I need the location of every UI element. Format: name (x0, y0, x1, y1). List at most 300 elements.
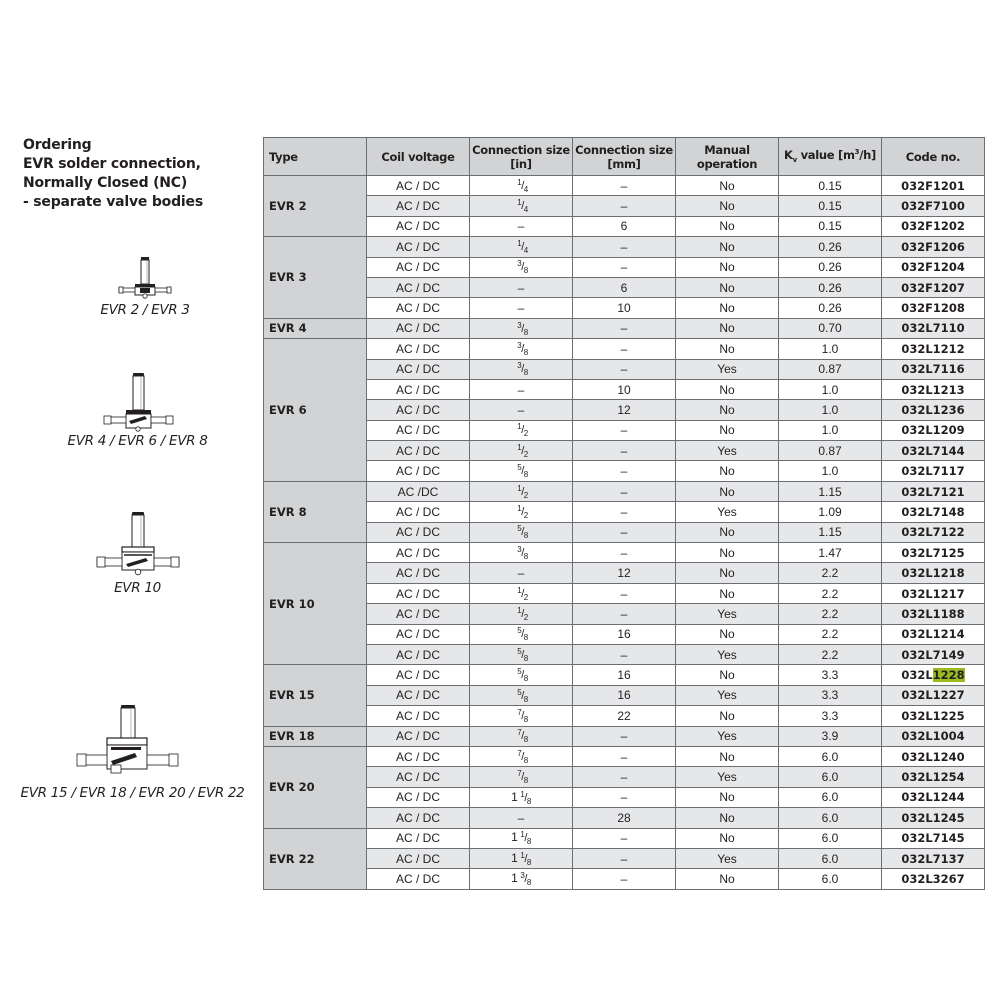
connection-mm-cell: – (573, 420, 676, 440)
manual-operation-cell: No (676, 277, 779, 297)
figure-evr10 (55, 510, 220, 596)
code-cell: 032F1207 (882, 277, 985, 297)
manual-operation-cell: No (676, 339, 779, 359)
coil-voltage-cell: AC / DC (367, 196, 470, 216)
kv-value-cell: 0.26 (779, 277, 882, 297)
fraction-numerator: 3 (517, 340, 522, 350)
connection-in-cell (470, 644, 573, 664)
type-cell: EVR 15 (264, 665, 367, 726)
kv-value-cell: 2.2 (779, 624, 882, 644)
fraction-value (514, 585, 528, 602)
valve-small-icon (110, 254, 180, 302)
coil-voltage-cell: AC / DC (367, 176, 470, 196)
coil-voltage-cell: AC / DC (367, 767, 470, 787)
connection-mm-cell: 16 (573, 685, 676, 705)
fraction-value (514, 646, 528, 663)
fraction-numerator: 3 (517, 320, 522, 330)
table-row (264, 176, 985, 196)
fraction-slash: / (521, 465, 524, 478)
coil-voltage-cell: AC / DC (367, 461, 470, 481)
figure-evr15-evr22 (20, 703, 245, 801)
kv-value-cell: 2.2 (779, 604, 882, 624)
connection-mm-cell: 16 (573, 665, 676, 685)
coil-voltage-cell: AC / DC (367, 869, 470, 889)
table-row (264, 644, 985, 664)
table-row (264, 237, 985, 257)
connection-mm-cell: – (573, 339, 676, 359)
fraction-denominator: 8 (523, 653, 528, 663)
coil-voltage-cell: AC / DC (367, 583, 470, 603)
fraction-value (514, 422, 528, 439)
manual-operation-cell: Yes (676, 441, 779, 461)
table-header-row (264, 138, 985, 176)
fraction-value (514, 238, 528, 255)
coil-voltage-cell: AC / DC (367, 726, 470, 746)
fraction-slash: / (524, 852, 527, 865)
header-type: Type (264, 138, 367, 176)
connection-mm-cell: – (573, 787, 676, 807)
kv-value-cell: 6.0 (779, 828, 882, 848)
table-row (264, 359, 985, 379)
fraction-denominator: 8 (523, 347, 528, 357)
fraction-numerator: 1 (517, 585, 522, 595)
header-part: v (792, 156, 797, 165)
connection-in-cell (470, 196, 573, 216)
code-cell: 032F1208 (882, 298, 985, 318)
table-row (264, 869, 985, 889)
code-cell: 032L1188 (882, 604, 985, 624)
fraction-denominator: 8 (523, 266, 528, 276)
table-row (264, 624, 985, 644)
manual-operation-cell: No (676, 481, 779, 501)
coil-voltage-cell: AC / DC (367, 502, 470, 522)
manual-operation-cell: Yes (676, 359, 779, 379)
valve-medium-icon (93, 371, 183, 433)
connection-mm-cell: – (573, 481, 676, 501)
kv-value-cell: 6.0 (779, 869, 882, 889)
type-cell: EVR 4 (264, 318, 367, 338)
kv-value-cell: 3.9 (779, 726, 882, 746)
connection-mm-cell: – (573, 318, 676, 338)
table-row (264, 441, 985, 461)
fraction-denominator: 8 (523, 694, 528, 704)
manual-operation-cell: No (676, 196, 779, 216)
manual-operation-cell: Yes (676, 726, 779, 746)
connection-in-cell (470, 583, 573, 603)
code-cell: 032L1236 (882, 400, 985, 420)
fraction-numerator: 7 (517, 769, 522, 779)
code-cell: 032L3267 (882, 869, 985, 889)
header-line: Connection size (575, 142, 673, 157)
type-cell: EVR 20 (264, 746, 367, 828)
coil-voltage-cell: AC / DC (367, 665, 470, 685)
code-cell: 032L7110 (882, 318, 985, 338)
header-line: [in] (510, 156, 532, 171)
fraction-denominator: 8 (523, 531, 528, 541)
coil-voltage-cell: AC / DC (367, 257, 470, 277)
table-row (264, 400, 985, 420)
kv-value-cell: 1.09 (779, 502, 882, 522)
fraction-numerator: 5 (517, 524, 522, 534)
coil-voltage-cell: AC / DC (367, 339, 470, 359)
header-part: value [m (796, 148, 855, 163)
manual-operation-cell: No (676, 237, 779, 257)
connection-mm-cell: – (573, 583, 676, 603)
table-row (264, 543, 985, 563)
connection-mm-cell: 6 (573, 216, 676, 236)
fraction-denominator: 8 (523, 470, 528, 480)
manual-operation-cell: No (676, 379, 779, 399)
table-row (264, 706, 985, 726)
fraction-value (514, 198, 528, 214)
fraction-numerator: 1 (520, 850, 525, 860)
fraction-denominator: 8 (523, 327, 528, 337)
fraction-denominator: 8 (526, 796, 531, 806)
manual-operation-cell: No (676, 624, 779, 644)
fraction-value (514, 483, 528, 500)
coil-voltage-cell: AC / DC (367, 848, 470, 868)
manual-operation-cell: No (676, 828, 779, 848)
manual-operation-cell: Yes (676, 604, 779, 624)
table-body (264, 176, 985, 890)
connection-mm-cell: – (573, 604, 676, 624)
connection-mm-cell: – (573, 828, 676, 848)
fraction-numerator: 1 (517, 606, 522, 615)
fraction-value (514, 667, 528, 683)
code-cell: 032L7137 (882, 848, 985, 868)
fraction-slash: / (521, 546, 524, 559)
fraction-denominator: 8 (526, 837, 531, 847)
manual-operation-cell: No (676, 257, 779, 277)
header-connection-mm (573, 138, 676, 176)
fraction-value (511, 830, 531, 847)
fraction-slash: / (521, 363, 524, 376)
fraction-denominator: 8 (523, 714, 528, 724)
connection-mm-cell: – (573, 502, 676, 522)
connection-mm-cell: – (573, 257, 676, 277)
connection-in-cell (470, 869, 573, 889)
manual-operation-cell: No (676, 808, 779, 828)
coil-voltage-cell: AC / DC (367, 277, 470, 297)
code-cell: 032L7149 (882, 644, 985, 664)
type-cell: EVR 10 (264, 543, 367, 665)
fraction-denominator: 8 (523, 633, 528, 643)
figure-caption: EVR 10 (114, 580, 161, 596)
manual-operation-cell: No (676, 543, 779, 563)
connection-in-cell (470, 502, 573, 522)
fraction-slash: / (521, 709, 524, 722)
connection-mm-cell: 6 (573, 277, 676, 297)
manual-operation-cell: No (676, 400, 779, 420)
connection-mm-cell: – (573, 441, 676, 461)
manual-operation-cell: No (676, 522, 779, 542)
connection-in-cell (470, 706, 573, 726)
fraction-denominator: 2 (523, 592, 528, 602)
kv-value-cell: 0.26 (779, 237, 882, 257)
header-line: operation (696, 156, 758, 171)
figure-caption: EVR 4 / EVR 6 / EVR 8 (67, 433, 208, 449)
connection-mm-cell: 28 (573, 808, 676, 828)
fraction-slash: / (521, 526, 524, 539)
code-cell: 032F1201 (882, 176, 985, 196)
code-cell: 032L1254 (882, 767, 985, 787)
fraction-value (514, 524, 528, 541)
connection-in-cell (470, 522, 573, 542)
kv-value-cell: 1.0 (779, 400, 882, 420)
connection-in-cell (470, 665, 573, 685)
heading-line: EVR solder connection, (23, 156, 201, 172)
table-row (264, 257, 985, 277)
kv-value-cell: 6.0 (779, 767, 882, 787)
figure-evr4-evr6-evr8 (55, 371, 220, 449)
connection-in-cell (470, 461, 573, 481)
kv-value-cell: 3.3 (779, 685, 882, 705)
table-row (264, 277, 985, 297)
fraction-slash: / (521, 750, 524, 763)
connection-in-cell: – (470, 298, 573, 318)
fraction-slash: / (524, 791, 527, 804)
coil-voltage-cell: AC / DC (367, 237, 470, 257)
manual-operation-cell: Yes (676, 685, 779, 705)
fraction-whole: 1 (511, 830, 518, 845)
connection-in-cell: – (470, 563, 573, 583)
connection-mm-cell: – (573, 767, 676, 787)
manual-operation-cell: Yes (676, 767, 779, 787)
fraction-numerator: 1 (517, 177, 522, 187)
connection-mm-cell: – (573, 176, 676, 196)
connection-in-cell (470, 624, 573, 644)
table-row (264, 685, 985, 705)
connection-in-cell (470, 787, 573, 807)
code-cell: 032F1202 (882, 216, 985, 236)
table-row (264, 767, 985, 787)
fraction-denominator: 8 (523, 368, 528, 378)
fraction-numerator: 7 (517, 707, 522, 717)
code-cell: 032L7117 (882, 461, 985, 481)
fraction-numerator: 1 (520, 830, 525, 840)
manual-operation-cell: No (676, 563, 779, 583)
fraction-denominator: 2 (523, 612, 528, 622)
heading-line: Normally Closed (NC) (23, 175, 188, 191)
code-cell: 032L1004 (882, 726, 985, 746)
code-cell: 032L7148 (882, 502, 985, 522)
fraction-value (514, 340, 528, 357)
connection-mm-cell: – (573, 461, 676, 481)
connection-in-cell: – (470, 808, 573, 828)
code-cell (882, 665, 985, 685)
kv-value-cell: 1.0 (779, 339, 882, 359)
fraction-value (514, 544, 528, 561)
heading-line: - separate valve bodies (23, 194, 203, 210)
fraction-slash: / (521, 689, 524, 702)
fraction-whole: 1 (511, 789, 518, 804)
connection-in-cell: – (470, 277, 573, 297)
table-row (264, 339, 985, 359)
connection-in-cell (470, 726, 573, 746)
table-row (264, 461, 985, 481)
kv-value-cell: 1.0 (779, 379, 882, 399)
table-row (264, 563, 985, 583)
manual-operation-cell: No (676, 420, 779, 440)
fraction-numerator: 1 (517, 198, 522, 208)
kv-value-cell: 0.87 (779, 441, 882, 461)
fraction-slash: / (521, 608, 524, 620)
connection-mm-cell: 12 (573, 400, 676, 420)
fraction-numerator: 1 (517, 238, 522, 248)
code-highlight: 1228 (932, 668, 965, 683)
connection-mm-cell: – (573, 644, 676, 664)
fraction-denominator: 8 (523, 673, 528, 683)
fraction-numerator: 1 (517, 442, 522, 452)
fraction-slash: / (521, 628, 524, 641)
header-code-no: Code no. (882, 138, 985, 176)
table-row (264, 420, 985, 440)
fraction-numerator: 1 (517, 422, 522, 432)
connection-mm-cell: – (573, 869, 676, 889)
coil-voltage-cell: AC / DC (367, 604, 470, 624)
fraction-slash: / (521, 342, 524, 355)
kv-value-cell: 0.87 (779, 359, 882, 379)
fraction-whole: 1 (511, 871, 518, 886)
code-cell: 032L1225 (882, 706, 985, 726)
table-row (264, 848, 985, 868)
coil-voltage-cell: AC / DC (367, 808, 470, 828)
connection-mm-cell: 12 (573, 563, 676, 583)
coil-voltage-cell: AC / DC (367, 420, 470, 440)
manual-operation-cell: No (676, 665, 779, 685)
fraction-numerator: 5 (517, 463, 522, 473)
fraction-value (514, 442, 528, 459)
fraction-denominator: 8 (526, 877, 531, 887)
kv-value-cell: 1.15 (779, 481, 882, 501)
coil-voltage-cell: AC /DC (367, 481, 470, 501)
fraction-slash: / (521, 322, 524, 335)
fraction-slash: / (521, 771, 524, 784)
header-part: K (784, 148, 793, 163)
table-row (264, 481, 985, 501)
code-cell: 032F7100 (882, 196, 985, 216)
connection-in-cell (470, 828, 573, 848)
connection-in-cell (470, 359, 573, 379)
table-row (264, 726, 985, 746)
connection-in-cell (470, 176, 573, 196)
table-row (264, 828, 985, 848)
header-manual-operation (676, 138, 779, 176)
table-row (264, 787, 985, 807)
code-cell: 032L1240 (882, 746, 985, 766)
fraction-numerator: 1 (517, 483, 522, 493)
coil-voltage-cell: AC / DC (367, 318, 470, 338)
connection-in-cell (470, 685, 573, 705)
fraction-slash: / (524, 832, 527, 845)
connection-mm-cell: – (573, 726, 676, 746)
table-row (264, 583, 985, 603)
code-cell: 032L1217 (882, 583, 985, 603)
connection-in-cell (470, 481, 573, 501)
code-cell: 032L1218 (882, 563, 985, 583)
kv-value-cell: 6.0 (779, 808, 882, 828)
connection-in-cell (470, 441, 573, 461)
header-coil-voltage: Coil voltage (367, 138, 470, 176)
connection-mm-cell: – (573, 746, 676, 766)
manual-operation-cell: No (676, 706, 779, 726)
fraction-denominator: 2 (523, 510, 528, 520)
kv-value-cell: 6.0 (779, 746, 882, 766)
table-row (264, 522, 985, 542)
coil-voltage-cell: AC / DC (367, 543, 470, 563)
kv-value-cell: 2.2 (779, 563, 882, 583)
table-row (264, 502, 985, 522)
connection-in-cell (470, 339, 573, 359)
manual-operation-cell: Yes (676, 848, 779, 868)
kv-value-cell: 0.26 (779, 298, 882, 318)
fraction-denominator: 8 (526, 857, 531, 867)
fraction-slash: / (521, 240, 524, 253)
fraction-slash: / (521, 506, 524, 519)
fraction-numerator: 3 (517, 544, 522, 554)
table-row (264, 196, 985, 216)
fraction-whole: 1 (511, 850, 518, 865)
kv-value-cell: 6.0 (779, 848, 882, 868)
connection-in-cell: – (470, 400, 573, 420)
connection-in-cell (470, 604, 573, 624)
manual-operation-cell: No (676, 298, 779, 318)
connection-mm-cell: – (573, 848, 676, 868)
kv-value-cell: 0.15 (779, 216, 882, 236)
fraction-numerator: 5 (517, 667, 522, 677)
table-row (264, 216, 985, 236)
fraction-numerator: 3 (520, 871, 525, 881)
fraction-value (514, 728, 528, 745)
fraction-value (514, 687, 528, 704)
fraction-denominator: 8 (523, 755, 528, 765)
section-heading (23, 136, 203, 212)
code-cell: 032L7125 (882, 543, 985, 563)
kv-value-cell: 3.3 (779, 665, 882, 685)
type-cell: EVR 22 (264, 828, 367, 889)
kv-value-cell: 2.2 (779, 644, 882, 664)
fraction-denominator: 8 (523, 735, 528, 745)
coil-voltage-cell: AC / DC (367, 522, 470, 542)
coil-voltage-cell: AC / DC (367, 563, 470, 583)
fraction-slash: / (521, 669, 524, 682)
fraction-denominator: 2 (523, 429, 528, 439)
fraction-numerator: 7 (517, 728, 522, 738)
coil-voltage-cell: AC / DC (367, 685, 470, 705)
fraction-slash: / (521, 485, 524, 498)
kv-value-cell: 1.47 (779, 543, 882, 563)
coil-voltage-cell: AC / DC (367, 441, 470, 461)
connection-in-cell (470, 746, 573, 766)
coil-voltage-cell: AC / DC (367, 298, 470, 318)
fraction-denominator: 4 (523, 184, 528, 194)
fraction-denominator: 2 (523, 490, 528, 500)
connection-in-cell (470, 257, 573, 277)
kv-value-cell: 1.0 (779, 420, 882, 440)
fraction-numerator: 5 (517, 646, 522, 656)
coil-voltage-cell: AC / DC (367, 706, 470, 726)
code-cell: 032F1204 (882, 257, 985, 277)
manual-operation-cell: No (676, 746, 779, 766)
kv-value-cell: 1.0 (779, 461, 882, 481)
code-cell: 032L1214 (882, 624, 985, 644)
table-row (264, 808, 985, 828)
coil-voltage-cell: AC / DC (367, 746, 470, 766)
fraction-slash: / (521, 261, 524, 274)
code-cell: 032L1245 (882, 808, 985, 828)
fraction-value (514, 320, 528, 337)
fraction-value (514, 504, 528, 520)
